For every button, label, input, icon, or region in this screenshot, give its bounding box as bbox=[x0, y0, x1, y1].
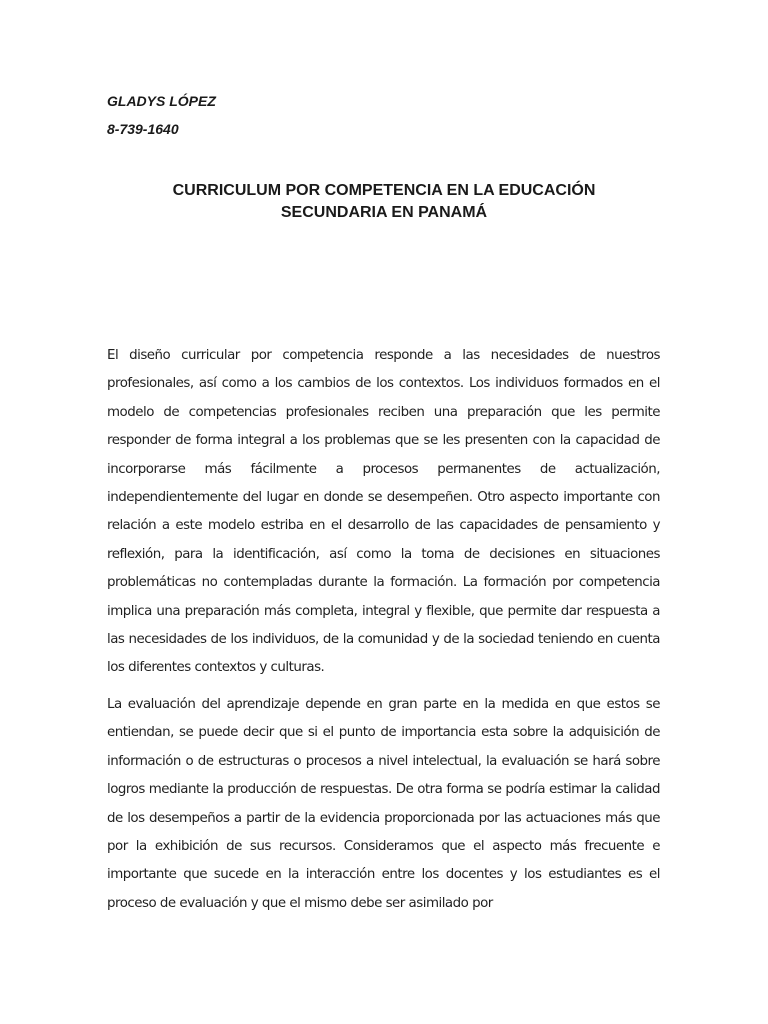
author-block bbox=[107, 92, 216, 138]
author-name: GLADYS LÓPEZ bbox=[107, 93, 216, 109]
author-id-number: 8-739-1640 bbox=[107, 121, 179, 137]
document-title-line-1: CURRICULUM POR COMPETENCIA EN LA EDUCACIÓN bbox=[172, 182, 596, 199]
body-paragraph-2: La evaluación del aprendizaje depende en gran parte en la medida en que estos se entiendan, se puede decir que si el punto de importancia esta sobre la adquisición de información o de estructuras o procesos a nivel intelectual, la evaluación se hará sobre logros mediante la producción de respuestas. De otra forma se podría estimar la calidad de los desempeños a partir de la evidencia proporcionada por las actuaciones más que por la exhibición de sus recursos. Consideramos que el aspecto más frecuente e importante que sucede en la interacción entre los docentes y los estudiantes es el proceso de evaluación y que el mismo debe ser asimilado por bbox=[107, 696, 660, 911]
body-paragraph-1: El diseño curricular por competencia responde a las necesidades de nuestros profesionales, así como a los cambios de los contextos. Los individuos formados en el modelo de competencias profesionales reciben una preparación que les permite responder de forma integral a los problemas que se les presenten con la capacidad de incorporarse más fácilmente a procesos permanentes de actualización, independientemente del lugar en donde se desempeñen. Otro aspecto importante con relación a este modelo estriba en el desarrollo de las capacidades de pensamiento y reflexión, para la identificación, así como la toma de decisiones en situaciones problemáticas no contempladas durante la formación. La formación por competencia implica una preparación más completa, integral y flexible, que permite dar respuesta a las necesidades de los individuos, de la comunidad y de la sociedad teniendo en cuenta los diferentes contextos y culturas. bbox=[107, 348, 660, 676]
document-title bbox=[100, 180, 668, 224]
document-body bbox=[107, 342, 660, 926]
document-title-line-2: SECUNDARIA EN PANAMÁ bbox=[280, 204, 488, 221]
